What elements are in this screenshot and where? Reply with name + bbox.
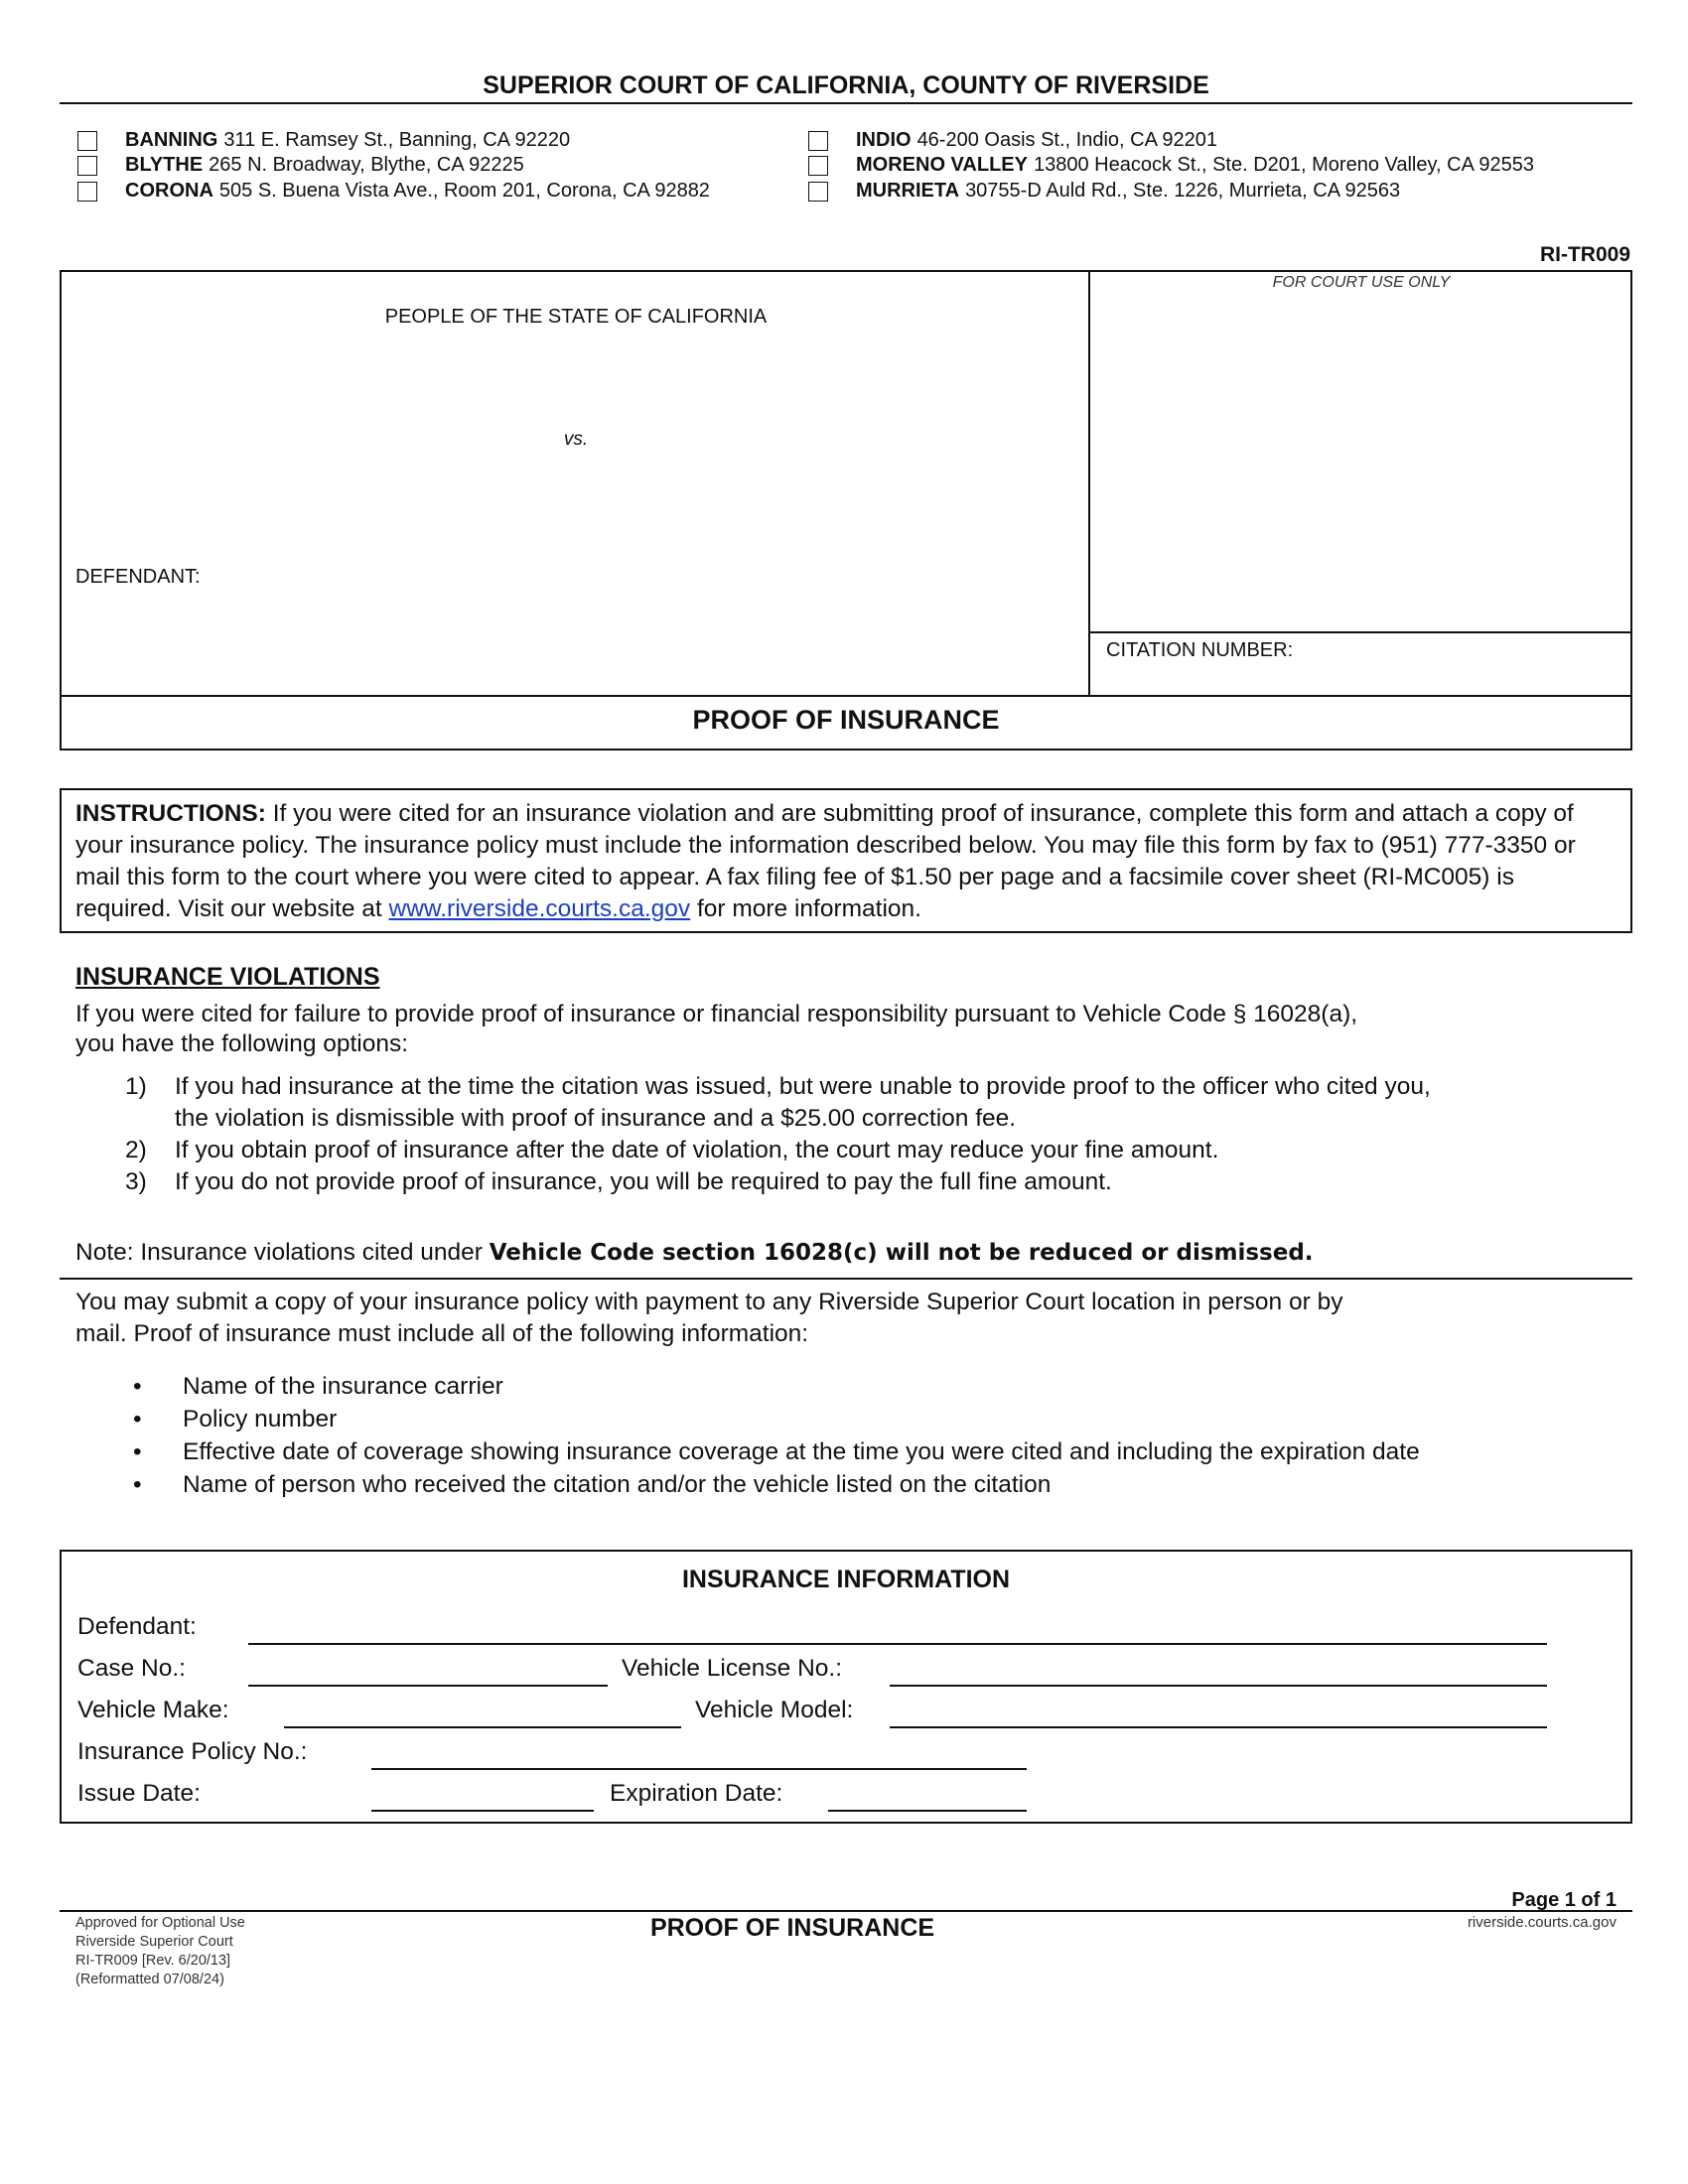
option-text: If you had insurance at the time the citation was issued, but were unable to provide proof to the officer who cited you, — [175, 1073, 1431, 1100]
bullet-icon: • — [133, 1406, 142, 1433]
corona-checkbox[interactable] — [77, 182, 97, 202]
location-banning[interactable] — [77, 129, 570, 152]
location-moreno-valley[interactable] — [808, 154, 1534, 177]
location-blythe[interactable] — [77, 154, 524, 177]
court-title: SUPERIOR COURT OF CALIFORNIA, COUNTY OF RIVERSIDE — [483, 71, 1209, 99]
location-address: 46-200 Oasis St., Indio, CA 92201 — [916, 129, 1217, 151]
violations-intro-1: If you were cited for failure to provide proof of insurance or financial responsibility pursuant to Vehicle Code § 16028(a), — [75, 1001, 1358, 1027]
approval-line: (Reformatted 07/08/24) — [75, 1972, 224, 1987]
option-number: 1) — [125, 1073, 147, 1100]
location-name: BLYTHE — [125, 154, 204, 176]
bullet-item — [133, 1435, 1622, 1469]
note-bold: Vehicle Code section 16028(c) will not be reduced or dismissed. — [489, 1240, 1314, 1266]
insurance-information-title: INSURANCE INFORMATION — [681, 1566, 1011, 1593]
location-address: 30755-D Auld Rd., Ste. 1226, Murrieta, CA 92563 — [965, 180, 1401, 202]
defendant-input[interactable] — [248, 1643, 1547, 1645]
location-name: BANNING — [125, 129, 218, 151]
note — [75, 1239, 1314, 1267]
option-2 — [125, 1135, 1615, 1166]
bullet-icon: • — [133, 1438, 142, 1465]
bullet-item — [133, 1403, 1622, 1436]
citation-number-field[interactable]: CITATION NUMBER: — [1106, 639, 1294, 661]
vehicle-license-input[interactable] — [890, 1685, 1547, 1687]
option-number: 2) — [125, 1137, 147, 1163]
section-rule — [60, 1278, 1632, 1280]
policy-no-label: Insurance Policy No.: — [77, 1738, 308, 1765]
bullet-icon: • — [133, 1373, 142, 1400]
note-prefix: Note: Insurance violations cited under — [75, 1239, 490, 1266]
court-website-link[interactable]: www.riverside.courts.ca.gov — [388, 895, 691, 922]
court-use-label: FOR COURT USE ONLY — [1272, 274, 1451, 291]
location-address: 265 N. Broadway, Blythe, CA 92225 — [209, 154, 524, 176]
header-rule — [60, 102, 1632, 104]
approval-line: RI-TR009 [Rev. 6/20/13] — [75, 1953, 231, 1969]
option-text: If you obtain proof of insurance after the date of violation, the court may reduce your fine amount. — [175, 1137, 1219, 1163]
approval-line: Riverside Superior Court — [75, 1934, 233, 1950]
location-indio[interactable] — [808, 129, 1217, 152]
footer-site: riverside.courts.ca.gov — [1467, 1914, 1617, 1931]
insurance-information-box — [60, 1550, 1632, 1824]
bullet-item — [133, 1468, 1622, 1502]
submit-line-1: You may submit a copy of your insurance policy with payment to any Riverside Superior Court location in person or by — [75, 1289, 1343, 1315]
footer-rule — [60, 1910, 1632, 1912]
defendant-label[interactable]: DEFENDANT: — [75, 566, 201, 588]
expiration-date-label: Expiration Date: — [610, 1780, 783, 1807]
violations-heading: INSURANCE VIOLATIONS — [75, 963, 380, 991]
form-id: RI-TR009 — [1539, 243, 1630, 266]
location-name: MURRIETA — [856, 180, 960, 202]
location-address: 311 E. Ramsey St., Banning, CA 92220 — [223, 129, 571, 151]
location-name: MORENO VALLEY — [856, 154, 1028, 176]
location-name: INDIO — [856, 129, 912, 151]
submit-line-2: mail. Proof of insurance must include all of the following information: — [75, 1320, 809, 1347]
approval-line: Approved for Optional Use — [75, 1915, 245, 1931]
blythe-checkbox[interactable] — [77, 156, 97, 176]
bullet-icon: • — [133, 1471, 142, 1498]
vehicle-model-input[interactable] — [890, 1726, 1547, 1728]
location-murrieta[interactable] — [808, 180, 1400, 203]
vehicle-make-input[interactable] — [284, 1726, 681, 1728]
bullet-text: Effective date of coverage showing insurance coverage at the time you were cited and including the expiration date — [183, 1438, 1420, 1465]
issue-date-label: Issue Date: — [77, 1780, 201, 1807]
form-title: PROOF OF INSURANCE — [692, 705, 1000, 735]
caption-parties — [62, 272, 1090, 695]
option-3 — [125, 1166, 1615, 1198]
instructions-text-end: for more information. — [690, 895, 921, 922]
issue-date-input[interactable] — [371, 1810, 594, 1812]
instructions-label: INSTRUCTIONS: — [75, 800, 266, 827]
location-name: CORONA — [125, 180, 213, 202]
case-no-label: Case No.: — [77, 1655, 186, 1682]
location-address: 505 S. Buena Vista Ave., Room 201, Corona, CA 92882 — [218, 180, 710, 202]
page-number: Page 1 of 1 — [1511, 1889, 1617, 1911]
bullet-text: Name of the insurance carrier — [183, 1373, 503, 1400]
case-no-input[interactable] — [248, 1685, 608, 1687]
bullet-text: Policy number — [183, 1406, 338, 1433]
instructions-box — [60, 788, 1632, 933]
vs-label: vs. — [563, 429, 589, 450]
caption-box — [60, 270, 1632, 751]
option-1 — [125, 1071, 1615, 1135]
vehicle-model-label: Vehicle Model: — [695, 1697, 854, 1723]
banning-checkbox[interactable] — [77, 131, 97, 151]
option-text: If you do not provide proof of insurance, you will be required to pay the full fine amount. — [175, 1168, 1112, 1195]
location-address: 13800 Heacock St., Ste. D201, Moreno Valley, CA 92553 — [1033, 154, 1534, 176]
instructions-text: If you were cited for an insurance violation and are submitting proof of insurance, complete this form and attach a copy of your insurance policy. The insurance policy must include the information described below. You may file this form by fax to (951) 777-3350 or mail this form to the court where you were cited to appear. A fax filing fee of $1.50 per page and a facsimile cover sheet (RI-MC005) is required. Visit our website at — [75, 800, 1576, 922]
bullet-item — [133, 1370, 1622, 1404]
violations-intro-2: you have the following options: — [75, 1030, 409, 1057]
bullet-text: Name of person who received the citation and/or the vehicle listed on the citation — [183, 1471, 1052, 1498]
vehicle-license-label: Vehicle License No.: — [622, 1655, 842, 1682]
moreno-valley-checkbox[interactable] — [808, 156, 828, 176]
vehicle-make-label: Vehicle Make: — [77, 1697, 229, 1723]
policy-no-input[interactable] — [371, 1768, 1027, 1770]
defendant-field-label: Defendant: — [77, 1613, 197, 1640]
expiration-date-input[interactable] — [828, 1810, 1027, 1812]
option-number: 3) — [125, 1168, 147, 1195]
caption-divider — [62, 695, 1630, 697]
option-text-cont: the violation is dismissible with proof of insurance and a $25.00 correction fee. — [175, 1105, 1017, 1132]
people-label: PEOPLE OF THE STATE OF CALIFORNIA — [384, 306, 768, 328]
murrieta-checkbox[interactable] — [808, 182, 828, 202]
indio-checkbox[interactable] — [808, 131, 828, 151]
footer-title: PROOF OF INSURANCE — [649, 1914, 935, 1942]
location-corona[interactable] — [77, 180, 710, 203]
